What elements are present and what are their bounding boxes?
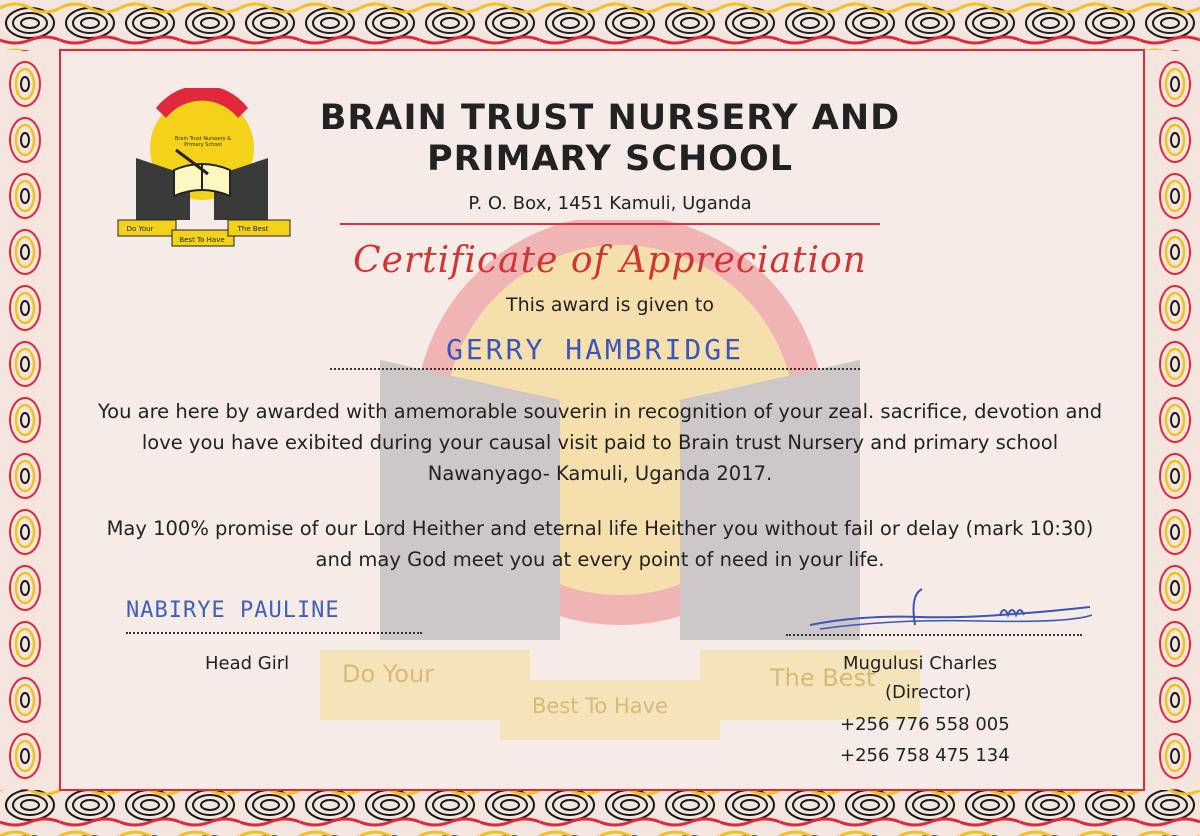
head-girl-signature: NABIRYE PAULINE [126,598,340,623]
director-signature [800,585,1100,635]
recipient-name: GERRY HAMBRIDGE [446,333,744,366]
blessing-paragraph: May 100% promise of our Lord Heither and eternal life Heither you without fail or delay (mark 10:30) and may God meet you at every point of need in your life. [106,517,1094,571]
watermark-best-to-have: Best To Have [532,694,668,718]
school-name [300,98,920,180]
director-role: (Director) [885,682,972,703]
phone-number-2: +256 758 475 134 [840,745,1010,766]
logo-motto-middle: Best To Have [179,236,225,244]
director-signature-line [786,634,1082,636]
head-girl-signature-line [126,632,422,634]
school-name-line1: BRAIN TRUST NURSERY AND [319,98,901,138]
recipient-dotted-line [330,368,860,370]
award-paragraph: You are here by awarded with amemorable souverin in recognition of your zeal. sacrifice, devotion and love you have exibited during your causal visit paid to Brain trust Nursery and primary school Nawanyago- Kamuli, Uganda 2017. [97,400,1103,485]
watermark-the-best: The Best [770,664,876,692]
logo-motto-left: Do Your [126,225,154,233]
director-name: Mugulusi Charles [843,653,998,674]
head-girl-label: Head Girl [205,653,290,674]
watermark-do-your: Do Your [342,660,435,688]
phone-number-1: +256 776 558 005 [840,714,1010,735]
school-address: P. O. Box, 1451 Kamuli, Uganda [468,193,752,214]
school-name-line2: PRIMARY SCHOOL [426,139,794,179]
header-divider [340,223,880,225]
certificate-title: Certificate of Appreciation [353,240,867,281]
logo-motto-right: The Best [237,225,269,233]
given-to-text: This award is given to [506,294,714,316]
logo-school-text: Brain Trust Nurssery & Primary School [174,136,232,148]
